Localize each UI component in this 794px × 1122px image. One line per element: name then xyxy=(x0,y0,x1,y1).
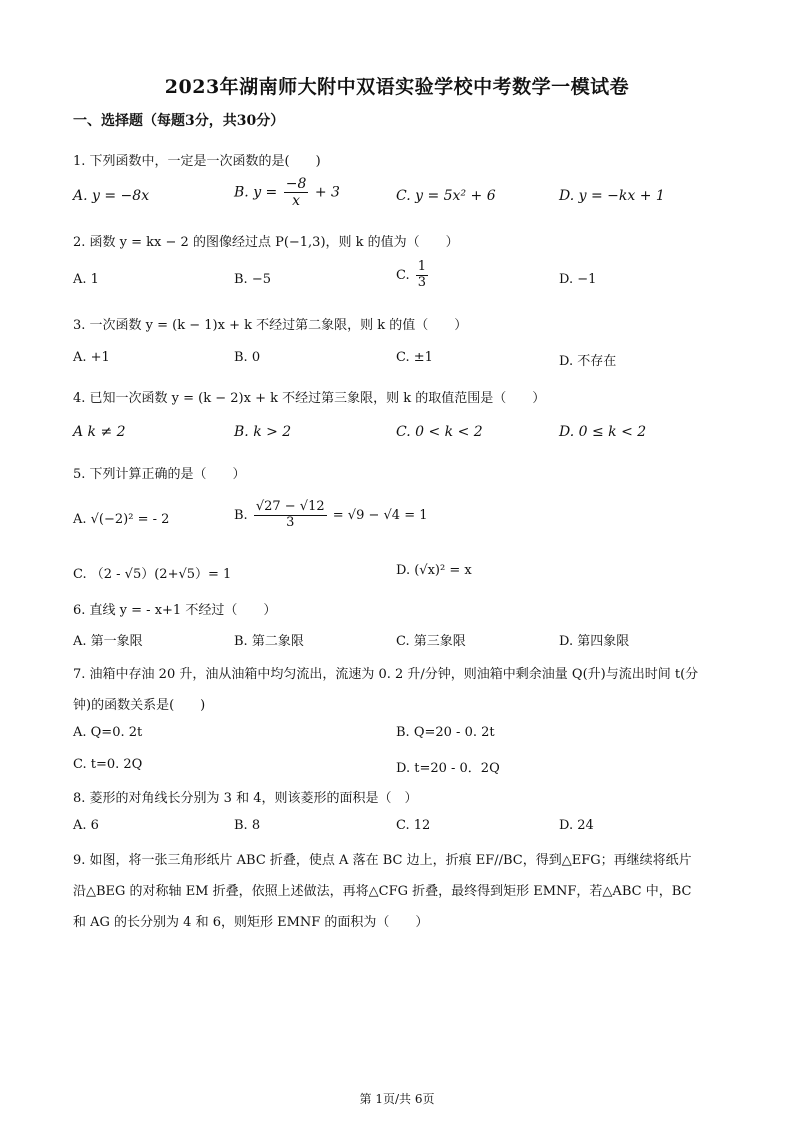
option-b-prefix: B. y = xyxy=(234,184,278,201)
question-7-option-a: A. Q=0. 2t xyxy=(73,725,143,740)
question-1-option-b xyxy=(234,176,340,209)
question-1-stem: 1. 下列函数中，一定是一次函数的是( ) xyxy=(73,154,321,169)
question-3-option-a: A. +1 xyxy=(73,350,110,365)
question-4-option-b: B. k > 2 xyxy=(234,424,292,440)
question-8-option-a: A. 6 xyxy=(73,818,99,833)
option-c-prefix: C. xyxy=(396,267,410,283)
question-2-option-b: B. −5 xyxy=(234,272,271,287)
question-5-option-c: C. （2 - √5）(2+√5）= 1 xyxy=(73,567,232,582)
question-7-option-c: C. t=0. 2Q xyxy=(73,757,143,772)
question-2-option-c xyxy=(396,260,430,291)
question-7-option-b: B. Q=20 - 0. 2t xyxy=(396,725,495,740)
question-6-option-a: A. 第一象限 xyxy=(73,634,143,649)
question-4-option-d: D. 0 ≤ k < 2 xyxy=(559,424,647,440)
question-1-option-a: A. y = −8x xyxy=(73,188,150,204)
fraction-numerator: 1 xyxy=(417,259,427,274)
page-footer: 第 1页/共 6页 xyxy=(359,1092,435,1106)
question-9-line2: 沿△BEG 的对称轴 EM 折叠，依照上述做法，再将△CFG 折叠，最终得到矩形 EMNF，若△ABC 中，BC xyxy=(73,884,692,899)
question-8-option-d: D. 24 xyxy=(559,818,594,833)
question-4-stem: 4. 已知一次函数 y = (k − 2)x + k 不经过第三象限，则 k 的取值范围是（ ） xyxy=(73,391,546,406)
question-5-option-b xyxy=(234,500,428,531)
question-4-option-c: C. 0 < k < 2 xyxy=(396,424,483,440)
question-6-option-c: C. 第三象限 xyxy=(396,634,466,649)
question-3-option-c: C. ±1 xyxy=(396,350,433,365)
question-2-option-d: D. −1 xyxy=(559,272,597,287)
question-2-stem: 2. 函数 y = kx − 2 的图像经过点 P(−1,3)，则 k 的值为（ ） xyxy=(73,235,459,250)
option-b-suffix: = √9 − √4 = 1 xyxy=(332,507,428,523)
fraction xyxy=(254,500,327,531)
question-5-stem: 5. 下列计算正确的是（ ） xyxy=(73,467,246,482)
question-2-option-a: A. 1 xyxy=(73,272,99,287)
section-heading: 一、选择题（每题3分，共30分） xyxy=(73,113,285,129)
fraction-denominator: x xyxy=(292,193,300,210)
question-7-stem-line2: 钟)的函数关系是( ) xyxy=(73,698,206,713)
fraction xyxy=(284,176,309,209)
fraction xyxy=(416,260,428,291)
question-1-option-c: C. y = 5x² + 6 xyxy=(396,188,496,204)
question-5-option-d: D. (√x)² = x xyxy=(396,563,472,578)
question-8-option-c: C. 12 xyxy=(396,818,431,833)
question-7-option-d: D. t=20 - 0．2Q xyxy=(396,761,500,776)
page-title: 2023年湖南师大附中双语实验学校中考数学一模试卷 xyxy=(164,76,630,98)
question-1-option-d: D. y = −kx + 1 xyxy=(559,188,665,204)
question-5-option-a: A. √(−2)² = - 2 xyxy=(73,512,170,527)
question-3-option-d: D. 不存在 xyxy=(559,354,617,369)
fraction-denominator: 3 xyxy=(286,514,295,530)
fraction-denominator: 3 xyxy=(417,274,427,290)
question-4-option-a: A k ≠ 2 xyxy=(73,424,126,440)
question-8-stem: 8. 菱形的对角线长分别为 3 和 4，则该菱形的面积是（ ） xyxy=(73,791,418,806)
question-6-option-d: D. 第四象限 xyxy=(559,634,630,649)
question-7-stem-line1: 7. 油箱中存油 20 升，油从油箱中均匀流出，流速为 0. 2 升/分钟，则油箱中剩余油量 Q(升)与流出时间 t(分 xyxy=(73,667,699,682)
fraction-numerator: √27 − √12 xyxy=(255,499,325,514)
question-9-line3: 和 AG 的长分别为 4 和 6，则矩形 EMNF 的面积为（ ） xyxy=(73,915,429,930)
question-8-option-b: B. 8 xyxy=(234,818,261,833)
question-9-line1: 9. 如图，将一张三角形纸片 ABC 折叠，使点 A 落在 BC 边上，折痕 EF//BC，得到△EFG；再继续将纸片 xyxy=(73,853,692,868)
question-6-stem: 6. 直线 y = - x+1 不经过（ ） xyxy=(73,603,277,618)
option-b-prefix: B. xyxy=(234,507,248,523)
question-3-option-b: B. 0 xyxy=(234,350,261,365)
option-b-suffix: + 3 xyxy=(314,184,340,201)
question-6-option-b: B. 第二象限 xyxy=(234,634,304,649)
question-3-stem: 3. 一次函数 y = (k − 1)x + k 不经过第二象限，则 k 的值（ ） xyxy=(73,318,468,333)
fraction-numerator: −8 xyxy=(285,176,307,192)
